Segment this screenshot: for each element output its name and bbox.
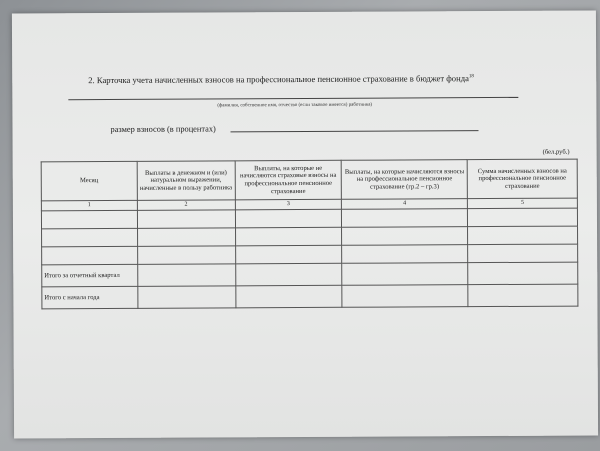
value-cell[interactable] [342, 285, 468, 308]
value-cell[interactable] [137, 246, 235, 265]
value-cell[interactable] [468, 284, 578, 307]
value-cell[interactable] [235, 209, 342, 228]
rate-label: размер взносов (в процентах) [110, 124, 216, 135]
month-cell[interactable] [41, 210, 137, 229]
value-cell[interactable] [468, 208, 578, 227]
year-total-label: Итого с начала года [42, 286, 138, 309]
quarter-total-row [42, 262, 578, 287]
value-cell[interactable] [137, 264, 235, 287]
rate-input-line[interactable] [231, 130, 479, 132]
month-cell[interactable] [42, 246, 138, 265]
value-cell[interactable] [468, 262, 578, 285]
footnote-mark: 18 [468, 74, 474, 80]
unit-label: (бел.руб.) [542, 148, 570, 156]
value-cell[interactable] [138, 286, 236, 309]
header-taxable-payments: Выплаты, на которые начисляются взносы на профессиональное пенсионное страхование (гр.2 – гр.3) [342, 160, 468, 200]
value-cell[interactable] [137, 228, 235, 247]
employee-name-line[interactable] [68, 97, 518, 100]
form-title [88, 73, 474, 85]
header-exempt-payments: Выплаты, на которые не начисляются страховые взносы на профессиональное пенсионное страхование [235, 160, 342, 200]
value-cell[interactable] [342, 227, 468, 246]
contributions-table [41, 159, 579, 310]
form-title-text: 2. Карточка учета начисленных взносов на профессиональное пенсионное страхование в бюджет фонда [88, 73, 469, 86]
value-cell[interactable] [235, 227, 342, 246]
value-cell[interactable] [468, 244, 578, 263]
quarter-total-label: Итого за отчетный квартал [42, 264, 138, 287]
column-number: 2 [137, 200, 235, 211]
value-cell[interactable] [235, 245, 342, 264]
year-total-row [42, 284, 578, 309]
header-payments: Выплаты в денежном и (или) натуральном выражении, начисленные в пользу работника [137, 161, 235, 201]
value-cell[interactable] [235, 263, 342, 286]
value-cell[interactable] [235, 285, 342, 308]
value-cell[interactable] [137, 210, 235, 229]
value-cell[interactable] [342, 245, 468, 264]
value-cell[interactable] [342, 263, 468, 286]
employee-name-hint: (фамилия, собственное имя, отчество (если таковое имеется) работника) [217, 102, 373, 109]
month-cell[interactable] [42, 228, 138, 247]
column-number: 5 [468, 198, 578, 209]
header-contributions-sum: Сумма начисленных взносов на профессиональное пенсионное страхование [467, 159, 577, 199]
column-number: 4 [342, 199, 468, 210]
column-number: 3 [235, 199, 342, 210]
value-cell[interactable] [468, 226, 578, 245]
header-month: Месяц [41, 161, 137, 201]
column-number: 1 [41, 200, 137, 211]
form-sheet [12, 10, 598, 438]
header-row [41, 159, 577, 201]
value-cell[interactable] [342, 209, 468, 228]
